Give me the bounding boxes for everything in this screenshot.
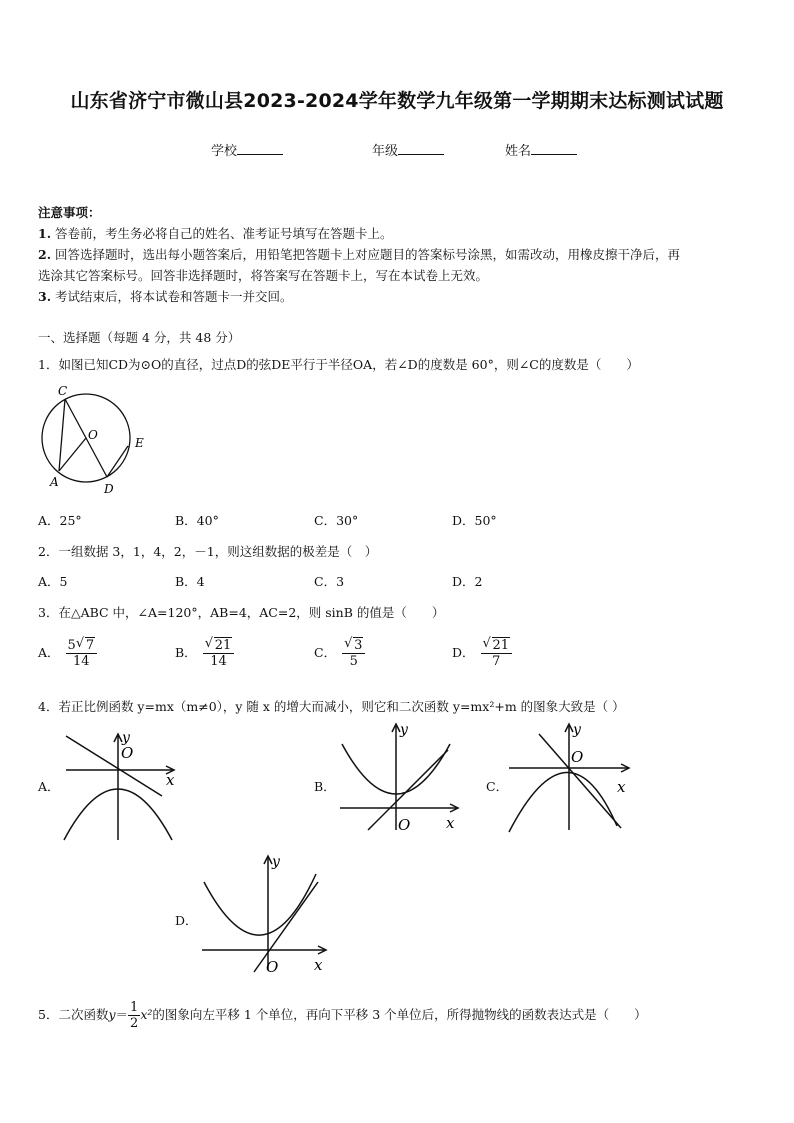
q1-option-d[interactable]: D．50° <box>452 513 497 528</box>
school-field[interactable] <box>211 140 283 159</box>
notice-item-2-cont: 选涂其它答案标号。回答非选择题时，将答案写在答题卡上，写在本试卷上无效。 <box>38 268 489 283</box>
notice-heading: 注意事项： <box>38 205 101 220</box>
q1-text: 1．如图已知CD为⊙O的直径，过点D的弦DE平行于半径OA，若∠D的度数是 60°，则∠C的度数是（ ） <box>38 357 639 372</box>
q1-option-a[interactable]: A．25° <box>38 513 82 528</box>
q4-graph-c <box>505 720 640 838</box>
section-heading: 一、选择题（每题 4 分，共 48 分） <box>38 330 241 345</box>
notice-item-1: 1. 答卷前，考生务必将自己的姓名、准考证号填写在答题卡上。 <box>38 226 393 241</box>
svg-text:O: O <box>266 958 279 974</box>
svg-text:x: x <box>617 778 626 796</box>
q3-option-d[interactable]: D． √ 21 7 <box>452 638 512 669</box>
name-field[interactable] <box>505 140 577 159</box>
school-label: 学校 <box>211 144 238 159</box>
svg-text:D: D <box>104 482 114 496</box>
svg-text:O: O <box>398 816 411 834</box>
svg-text:x: x <box>446 814 455 832</box>
q2-option-c[interactable]: C．3 <box>314 574 345 589</box>
q3-option-c[interactable]: C． √ 3 5 <box>314 638 365 669</box>
grade-field[interactable] <box>372 140 444 159</box>
q2-text: 2．一组数据 3，1，4，2，－1，则这组数据的极差是（ ） <box>38 544 378 559</box>
q4-graph-b <box>330 720 465 838</box>
svg-text:x: x <box>314 956 323 974</box>
q4-option-c[interactable]: C． <box>486 779 509 794</box>
q4-option-d[interactable]: D． <box>175 913 198 928</box>
q1-option-b[interactable]: B．40° <box>175 513 219 528</box>
svg-text:x: x <box>166 771 175 789</box>
svg-text:O: O <box>121 744 134 762</box>
svg-text:E: E <box>135 436 144 450</box>
svg-text:O: O <box>88 428 98 442</box>
q2-option-d[interactable]: D．2 <box>452 574 483 589</box>
svg-text:y: y <box>272 854 280 870</box>
q2-option-b[interactable]: B．4 <box>175 574 205 589</box>
svg-text:y: y <box>573 722 581 738</box>
page-title: 山东省济宁市微山县2023-2024学年数学九年级第一学期期末达标测试试题 <box>70 90 724 112</box>
svg-text:y: y <box>400 722 408 738</box>
svg-text:O: O <box>571 748 584 766</box>
q3-option-b[interactable]: B． √ 21 14 <box>175 638 234 669</box>
q4-option-b[interactable]: B． <box>314 779 336 794</box>
q1-circle-figure <box>36 380 156 500</box>
q4-text: 4．若正比例函数 y=mx（m≠0），y 随 x 的增大而减小，则它和二次函数 y=mx²+m 的图象大致是（ ） <box>38 699 625 714</box>
name-label: 姓名 <box>505 144 532 159</box>
notice-item-2: 2. 回答选择题时，选出每小题答案后，用铅笔把答题卡上对应题目的答案标号涂黑，如需改动，用橡皮擦干净后，再 <box>38 247 681 262</box>
notice-item-3: 3. 考试结束后，将本试卷和答题卡一并交回。 <box>38 289 293 304</box>
q2-option-a[interactable]: A．5 <box>38 574 68 589</box>
svg-text:C: C <box>58 384 68 398</box>
svg-text:y: y <box>122 730 130 746</box>
q4-graph-d <box>198 852 333 974</box>
q4-option-a[interactable]: A． <box>38 779 60 794</box>
svg-text:A: A <box>50 475 59 489</box>
q4-graph-a <box>58 728 188 846</box>
grade-label: 年级 <box>372 144 399 159</box>
q3-text: 3．在△ABC 中，∠A=120°，AB=4，AC=2，则 sinB 的值是（ ） <box>38 605 445 620</box>
q5-text: 5．二次函数y＝ $\frac{1}{2}$ x²的图象向左平移 1 个单位，再向下平移 3 个单位后，所得抛物线的函数表达式是（ ） <box>38 1000 647 1031</box>
q1-option-c[interactable]: C．30° <box>314 513 359 528</box>
q3-option-a[interactable]: A． 5 √ 7 14 <box>38 638 97 669</box>
